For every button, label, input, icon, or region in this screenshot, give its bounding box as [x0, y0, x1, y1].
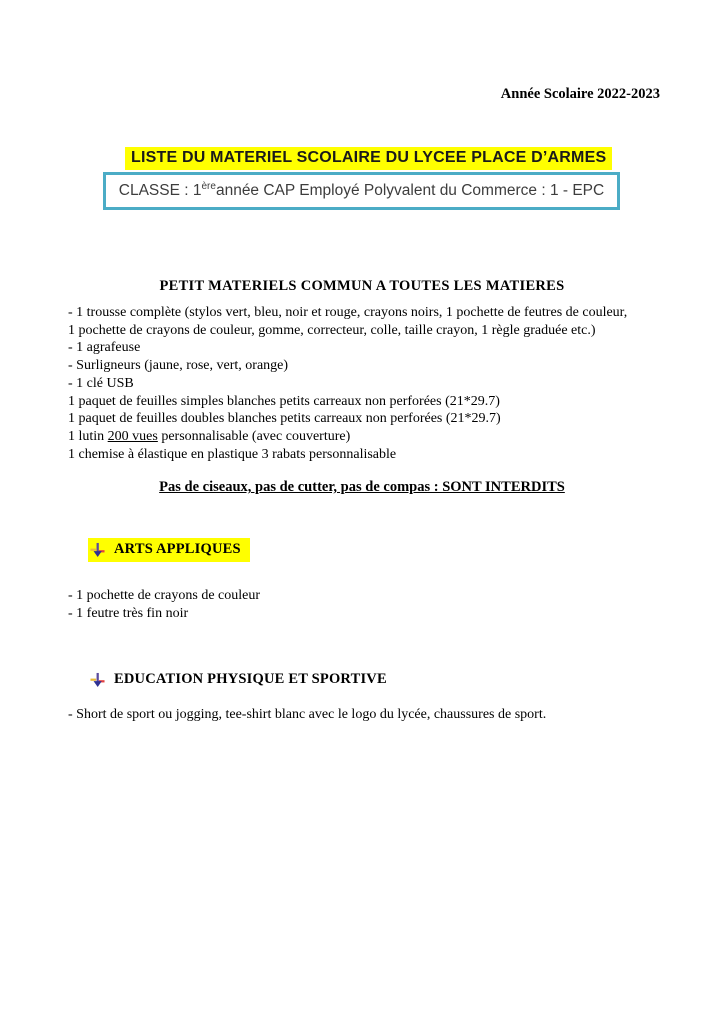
lutin-prefix: 1 lutin — [68, 428, 108, 444]
list-item: - 1 clé USB — [68, 375, 134, 391]
list-item: 1 chemise à élastique en plastique 3 rabats personnalisable — [68, 446, 397, 462]
class-label-prefix: CLASSE : 1 — [118, 182, 202, 200]
list-item: 1 paquet de feuilles simples blanches petits carreaux non perforées (21*29.7) — [68, 393, 500, 409]
eps-items — [68, 706, 546, 724]
common-supply-list — [68, 304, 668, 463]
section-heading-label: EDUCATION PHYSIQUE ET SPORTIVE — [114, 671, 387, 687]
class-box — [103, 172, 620, 210]
school-year-header: Année Scolaire 2022-2023 — [500, 86, 660, 102]
list-item-lutin — [68, 428, 668, 446]
class-label-superscript: ère — [201, 181, 216, 192]
arts-items — [68, 587, 260, 623]
section-heading-eps — [90, 668, 387, 692]
forbidden-items-warning: Pas de ciseaux, pas de cutter, pas de compas : SONT INTERDITS — [159, 479, 565, 495]
lutin-suffix: personnalisable (avec couverture) — [157, 428, 351, 444]
class-label-suffix: année CAP Employé Polyvalent du Commerce : 1 - EPC — [215, 182, 605, 200]
list-item: - Short de sport ou jogging, tee-shirt blanc avec le logo du lycée, chaussures de sport. — [68, 707, 547, 722]
list-item: - 1 feutre très fin noir — [68, 606, 189, 621]
section-heading-label: ARTS APPLIQUES — [114, 541, 241, 557]
list-item: - Surligneurs (jaune, rose, vert, orange) — [68, 358, 289, 374]
colored-arrow-bullet-icon — [90, 672, 105, 688]
colored-arrow-bullet-icon — [90, 542, 105, 558]
common-section-heading: PETIT MATERIELS COMMUN A TOUTES LES MATIERES — [159, 278, 565, 294]
list-item: - 1 pochette de crayons de couleur — [68, 588, 261, 603]
section-heading-arts-appliques — [88, 538, 250, 562]
document-title: LISTE DU MATERIEL SCOLAIRE DU LYCEE PLACE D’ARMES — [125, 147, 612, 170]
lutin-underlined-count: 200 vues — [107, 428, 158, 444]
list-item: 1 pochette de crayons de couleur, gomme, correcteur, colle, taille crayon, 1 règle graduée etc.) — [68, 322, 596, 338]
list-item: - 1 trousse complète (stylos vert, bleu, noir et rouge, crayons noirs, 1 pochette de feutres de couleur, — [68, 305, 628, 320]
list-item: 1 paquet de feuilles doubles blanches petits carreaux non perforées (21*29.7) — [68, 411, 501, 427]
list-item: - 1 agrafeuse — [68, 340, 141, 356]
